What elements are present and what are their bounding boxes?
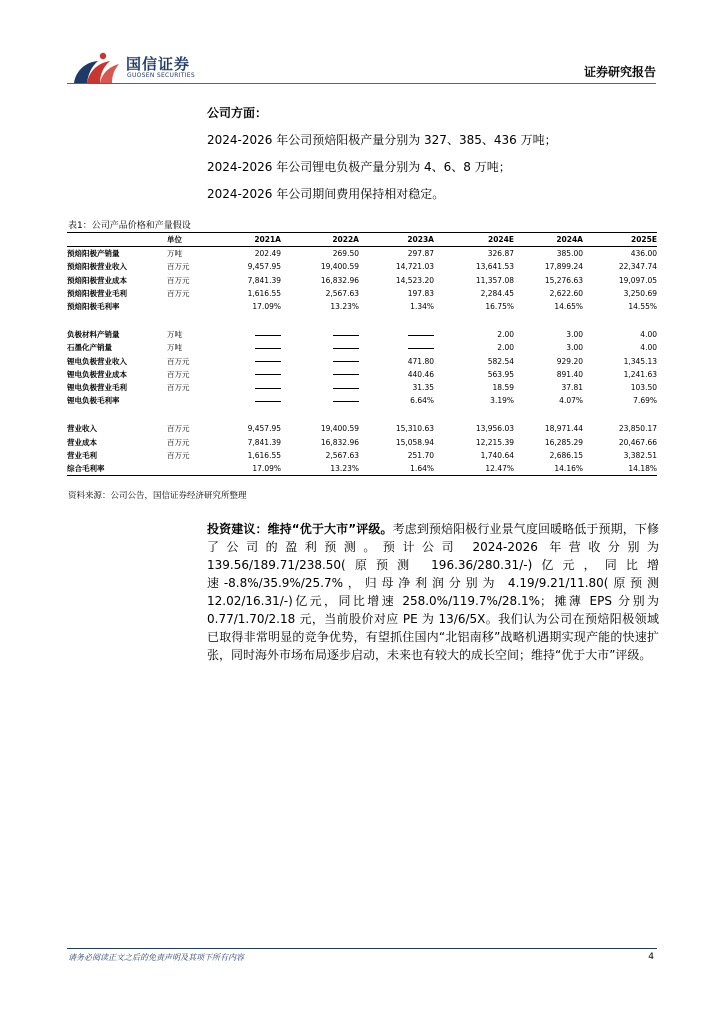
cell-text: 锂电负极毛利率 xyxy=(67,396,120,406)
unit-cell xyxy=(153,449,209,462)
cell-text: 929.20 xyxy=(556,356,583,366)
value-cell xyxy=(583,394,657,407)
value-cell xyxy=(359,247,434,261)
value-cell xyxy=(583,381,657,394)
value-cell xyxy=(281,260,359,273)
cell-text: 锂电负极营业收入 xyxy=(67,356,127,366)
table-row xyxy=(67,394,657,407)
value-cell xyxy=(434,328,514,341)
cell-text: 13.23% xyxy=(330,302,359,312)
value-cell xyxy=(583,274,657,287)
company-line-anode-battery-output: 2024-2026 年公司锂电负极产量分别为 4、6、8 万吨； xyxy=(207,160,511,174)
dash-placeholder xyxy=(408,335,434,336)
header-cell: 2021A xyxy=(254,235,281,244)
row-label xyxy=(67,368,153,381)
cell-text: 3,382.51 xyxy=(623,450,657,460)
cell-text: 石墨化产销量 xyxy=(67,343,112,353)
cell-text: 2,686.15 xyxy=(549,450,583,460)
value-cell xyxy=(281,422,359,435)
value-cell xyxy=(209,368,281,381)
cell-text: 6.64% xyxy=(410,396,434,406)
cell-text: 16,832.96 xyxy=(320,275,359,285)
row-label xyxy=(67,300,153,313)
value-cell xyxy=(281,341,359,354)
value-cell xyxy=(209,341,281,354)
table-row xyxy=(67,462,657,476)
value-cell xyxy=(359,368,434,381)
cell-text: 锂电负极营业毛利 xyxy=(67,383,127,393)
unit-cell xyxy=(153,422,209,435)
table-source-note: 资料来源：公司公告，国信证券经济研究所整理 xyxy=(68,491,247,501)
cell-text: 万吨 xyxy=(167,249,182,259)
cell-text: 1.34% xyxy=(410,302,434,312)
header-cell: 2025E xyxy=(631,235,657,244)
value-cell xyxy=(514,355,583,368)
header-cell xyxy=(67,233,153,247)
cell-text: 锂电负极营业成本 xyxy=(67,369,127,379)
value-cell xyxy=(281,300,359,313)
value-cell xyxy=(359,381,434,394)
value-cell xyxy=(434,341,514,354)
cell-text: 营业成本 xyxy=(67,437,97,447)
cell-text: 3.00 xyxy=(566,343,583,353)
cell-text: 百万元 xyxy=(167,288,190,298)
unit-cell xyxy=(153,287,209,300)
cell-text: 17.09% xyxy=(252,464,281,474)
value-cell xyxy=(209,422,281,435)
cell-text: 385.00 xyxy=(556,249,583,259)
row-label xyxy=(67,247,153,261)
row-label xyxy=(67,394,153,407)
value-cell xyxy=(359,328,434,341)
value-cell xyxy=(583,436,657,449)
dash-placeholder xyxy=(255,361,281,362)
cell-text: 31.35 xyxy=(412,383,434,393)
value-cell xyxy=(359,341,434,354)
table-row xyxy=(67,328,657,341)
cell-text: 百万元 xyxy=(167,437,190,447)
cell-text: 14,523.20 xyxy=(395,275,434,285)
cell-text: 预焙阳极产销量 xyxy=(67,249,120,259)
table-row xyxy=(67,422,657,435)
cell-text: 19,097.05 xyxy=(618,275,657,285)
cell-text: 14.18% xyxy=(628,464,657,474)
cell-text: 营业收入 xyxy=(67,424,97,434)
investment-advice-lead: 投资建议：维持“优于大市”评级。 xyxy=(207,522,393,536)
investment-advice xyxy=(207,520,659,664)
page-header xyxy=(0,0,724,84)
cell-text: 37.81 xyxy=(561,383,583,393)
row-label xyxy=(67,260,153,273)
row-label xyxy=(67,422,153,435)
dash-placeholder xyxy=(333,335,359,336)
value-cell xyxy=(434,449,514,462)
row-label xyxy=(67,355,153,368)
cell-text: 百万元 xyxy=(167,356,190,366)
value-cell xyxy=(514,247,583,261)
cell-text: 4.00 xyxy=(640,343,657,353)
cell-text: 17.09% xyxy=(252,302,281,312)
unit-cell xyxy=(153,462,209,476)
cell-text: 11,357.08 xyxy=(475,275,514,285)
cell-text: 563.95 xyxy=(487,369,514,379)
value-cell xyxy=(583,287,657,300)
page-number: 4 xyxy=(648,952,654,962)
cell-text: 582.54 xyxy=(487,356,514,366)
cell-text: 1.64% xyxy=(410,464,434,474)
header-divider xyxy=(67,83,656,84)
row-label xyxy=(67,462,153,476)
row-label xyxy=(67,449,153,462)
unit-cell xyxy=(153,274,209,287)
footer-divider xyxy=(67,948,657,949)
value-cell xyxy=(281,274,359,287)
value-cell xyxy=(514,300,583,313)
value-cell xyxy=(514,381,583,394)
value-cell xyxy=(281,287,359,300)
value-cell xyxy=(209,260,281,273)
value-cell xyxy=(359,287,434,300)
cell-text: 7.69% xyxy=(633,396,657,406)
table-header-row xyxy=(67,233,657,247)
unit-cell xyxy=(153,341,209,354)
company-line-anode-output: 2024-2026 年公司预焙阳极产量分别为 327、385、436 万吨； xyxy=(207,133,557,147)
value-cell xyxy=(514,436,583,449)
cell-text: 2,567.63 xyxy=(325,288,359,298)
guosen-logo xyxy=(72,52,222,84)
value-cell xyxy=(359,449,434,462)
value-cell xyxy=(514,341,583,354)
cell-text: 营业毛利 xyxy=(67,450,97,460)
value-cell xyxy=(514,449,583,462)
cell-text: 百万元 xyxy=(167,275,190,285)
value-cell xyxy=(434,368,514,381)
value-cell xyxy=(359,394,434,407)
header-cell: 2022A xyxy=(332,235,359,244)
value-cell xyxy=(583,462,657,476)
value-cell xyxy=(209,300,281,313)
value-cell xyxy=(359,462,434,476)
value-cell xyxy=(583,328,657,341)
cell-text: 百万元 xyxy=(167,262,190,272)
cell-text: 4.00 xyxy=(640,330,657,340)
row-label xyxy=(67,436,153,449)
value-cell xyxy=(281,247,359,261)
value-cell xyxy=(209,436,281,449)
cell-text: 22,347.74 xyxy=(618,262,657,272)
cell-text: 2.00 xyxy=(497,330,514,340)
dash-placeholder xyxy=(255,348,281,349)
cell-text: 3.00 xyxy=(566,330,583,340)
header-cell: 2023A xyxy=(407,235,434,244)
cell-text: 9,457.95 xyxy=(247,424,281,434)
cell-text: 12.47% xyxy=(485,464,514,474)
footer-disclaimer-link[interactable]: 请务必阅读正文之后的免责声明及其项下所有内容 xyxy=(68,953,244,962)
value-cell xyxy=(359,422,434,435)
value-cell xyxy=(514,328,583,341)
table-spacer-cell xyxy=(67,313,657,328)
table-row xyxy=(67,436,657,449)
cell-text: 23,850.17 xyxy=(618,424,657,434)
value-cell xyxy=(209,274,281,287)
cell-text: 891.40 xyxy=(556,369,583,379)
value-cell xyxy=(434,287,514,300)
value-cell xyxy=(434,355,514,368)
value-cell xyxy=(583,247,657,261)
value-cell xyxy=(209,355,281,368)
cell-text: 4.07% xyxy=(559,396,583,406)
cell-text: 269.50 xyxy=(332,249,359,259)
logo-mark-icon xyxy=(72,52,122,84)
cell-text: 7,841.39 xyxy=(247,437,281,447)
dash-placeholder xyxy=(333,388,359,389)
header-cell: 2024A xyxy=(556,235,583,244)
report-type-label: 证券研究报告 xyxy=(583,65,656,79)
cell-text: 百万元 xyxy=(167,383,190,393)
cell-text: 19,400.59 xyxy=(320,262,359,272)
cell-text: 14,721.03 xyxy=(395,262,434,272)
table-row xyxy=(67,355,657,368)
unit-cell xyxy=(153,247,209,261)
value-cell xyxy=(434,381,514,394)
value-cell xyxy=(583,341,657,354)
unit-cell xyxy=(153,260,209,273)
value-cell xyxy=(359,260,434,273)
value-cell xyxy=(209,287,281,300)
cell-text: 万吨 xyxy=(167,343,182,353)
dash-placeholder xyxy=(255,374,281,375)
table-row xyxy=(67,274,657,287)
cell-text: 2,284.45 xyxy=(480,288,514,298)
value-cell xyxy=(281,449,359,462)
cell-text: 7,841.39 xyxy=(247,275,281,285)
value-cell xyxy=(359,355,434,368)
value-cell xyxy=(281,381,359,394)
table-row xyxy=(67,260,657,273)
value-cell xyxy=(209,462,281,476)
value-cell xyxy=(514,462,583,476)
cell-text: 251.70 xyxy=(407,450,434,460)
unit-cell xyxy=(153,355,209,368)
table-row xyxy=(67,341,657,354)
unit-cell xyxy=(153,381,209,394)
value-cell xyxy=(281,355,359,368)
value-cell xyxy=(583,368,657,381)
value-cell xyxy=(209,328,281,341)
cell-text: 1,616.55 xyxy=(247,288,281,298)
cell-text: 436.00 xyxy=(630,249,657,259)
value-cell xyxy=(434,274,514,287)
cell-text: 2.00 xyxy=(497,343,514,353)
investment-advice-body: 考虑到预焙阳极行业景气度回暖略低于预期，下修了公司的盈利预测。预计公司 2024-2026 年营收分别为 139.56/189.71/238.50(原预测 196.36/280.31/-)亿元，同比增速-8.8%/35.9%/25.7%，归母净利润分别为 4.19/9.21/11.80(原预测 12.02/16.31/-)亿元，同比增速 258.0%/119.7%/28.1%；摊薄 EPS 分别为 0.77/1.70/2.18 元，当前股价对应 PE 为 13/6/5X。我们认为公司在预焙阳极领域已取得非常明显的竞争优势，有望抓住国内“北铝南移”战略机遇期实现产能的快速扩张，同时海外市场布局逐步启动，未来也有较大的成长空间；维持“优于大市”评级。 xyxy=(207,522,659,662)
value-cell xyxy=(281,462,359,476)
cell-text: 16,832.96 xyxy=(320,437,359,447)
cell-text: 14.55% xyxy=(628,302,657,312)
row-label xyxy=(67,287,153,300)
unit-cell xyxy=(153,368,209,381)
company-heading: 公司方面： xyxy=(207,106,268,120)
cell-text: 2,622.60 xyxy=(549,288,583,298)
unit-cell xyxy=(153,328,209,341)
cell-text: 17,899.24 xyxy=(544,262,583,272)
cell-text: 3,250.69 xyxy=(623,288,657,298)
table-title: 表1：公司产品价格和产量假设 xyxy=(68,221,191,231)
row-label xyxy=(67,274,153,287)
cell-text: 2,567.63 xyxy=(325,450,359,460)
table-row xyxy=(67,300,657,313)
value-cell xyxy=(583,260,657,273)
value-cell xyxy=(281,328,359,341)
cell-text: 万吨 xyxy=(167,330,182,340)
value-cell xyxy=(514,422,583,435)
value-cell xyxy=(359,300,434,313)
company-line-expenses: 2024-2026 年公司期间费用保持相对稳定。 xyxy=(207,187,445,201)
row-label xyxy=(67,381,153,394)
cell-text: 9,457.95 xyxy=(247,262,281,272)
dash-placeholder xyxy=(255,388,281,389)
cell-text: 103.50 xyxy=(630,383,657,393)
value-cell xyxy=(434,436,514,449)
value-cell xyxy=(514,274,583,287)
value-cell xyxy=(434,247,514,261)
cell-text: 1,345.13 xyxy=(623,356,657,366)
cell-text: 19,400.59 xyxy=(320,424,359,434)
unit-cell xyxy=(153,394,209,407)
cell-text: 百万元 xyxy=(167,369,190,379)
value-cell xyxy=(209,381,281,394)
cell-text: 471.80 xyxy=(407,356,434,366)
dash-placeholder xyxy=(408,348,434,349)
cell-text: 预焙阳极营业成本 xyxy=(67,275,127,285)
value-cell xyxy=(583,422,657,435)
cell-text: 18.59 xyxy=(492,383,514,393)
cell-text: 440.46 xyxy=(407,369,434,379)
value-cell xyxy=(583,300,657,313)
cell-text: 3.19% xyxy=(490,396,514,406)
header-cell: 2024E xyxy=(488,235,514,244)
product-assumption-table xyxy=(67,232,657,476)
cell-text: 综合毛利率 xyxy=(67,464,105,474)
table-spacer-cell xyxy=(67,407,657,422)
cell-text: 13.23% xyxy=(330,464,359,474)
value-cell xyxy=(514,368,583,381)
cell-text: 15,310.63 xyxy=(395,424,434,434)
table-row xyxy=(67,449,657,462)
cell-text: 1,616.55 xyxy=(247,450,281,460)
dash-placeholder xyxy=(333,361,359,362)
table-row xyxy=(67,247,657,261)
value-cell xyxy=(434,260,514,273)
dash-placeholder xyxy=(255,401,281,402)
cell-text: 18,971.44 xyxy=(544,424,583,434)
cell-text: 13,956.03 xyxy=(475,424,514,434)
table-row xyxy=(67,381,657,394)
logo-text-cn: 国信证券 xyxy=(126,55,191,73)
table-spacer-row xyxy=(67,407,657,422)
cell-text: 预焙阳极营业毛利 xyxy=(67,288,127,298)
dash-placeholder xyxy=(333,348,359,349)
cell-text: 百万元 xyxy=(167,450,190,460)
row-label xyxy=(67,341,153,354)
value-cell xyxy=(434,462,514,476)
table-row xyxy=(67,287,657,300)
cell-text: 百万元 xyxy=(167,424,190,434)
cell-text: 20,467.66 xyxy=(618,437,657,447)
logo-text-en: GUOSEN SECURITIES xyxy=(127,72,196,79)
row-label xyxy=(67,328,153,341)
value-cell xyxy=(209,247,281,261)
cell-text: 14.16% xyxy=(554,464,583,474)
value-cell xyxy=(514,260,583,273)
unit-cell xyxy=(153,436,209,449)
value-cell xyxy=(281,436,359,449)
cell-text: 297.87 xyxy=(407,249,434,259)
value-cell xyxy=(359,436,434,449)
value-cell xyxy=(514,394,583,407)
dash-placeholder xyxy=(333,401,359,402)
value-cell xyxy=(281,368,359,381)
cell-text: 15,058.94 xyxy=(395,437,434,447)
cell-text: 预焙阳极营业收入 xyxy=(67,262,127,272)
cell-text: 14.65% xyxy=(554,302,583,312)
cell-text: 326.87 xyxy=(487,249,514,259)
value-cell xyxy=(434,422,514,435)
cell-text: 预焙阳极毛利率 xyxy=(67,302,120,312)
table-row xyxy=(67,368,657,381)
value-cell xyxy=(209,449,281,462)
cell-text: 16,285.29 xyxy=(544,437,583,447)
value-cell xyxy=(583,449,657,462)
value-cell xyxy=(434,394,514,407)
cell-text: 197.83 xyxy=(407,288,434,298)
cell-text: 13,641.53 xyxy=(475,262,514,272)
dash-placeholder xyxy=(333,374,359,375)
unit-cell xyxy=(153,300,209,313)
cell-text: 负极材料产销量 xyxy=(67,330,120,340)
dash-placeholder xyxy=(255,335,281,336)
cell-text: 15,276.63 xyxy=(544,275,583,285)
value-cell xyxy=(514,287,583,300)
cell-text: 1,241.63 xyxy=(623,369,657,379)
value-cell xyxy=(281,394,359,407)
cell-text: 12,215.39 xyxy=(475,437,514,447)
value-cell xyxy=(209,394,281,407)
header-cell: 单位 xyxy=(167,235,182,244)
cell-text: 1,740.64 xyxy=(480,450,514,460)
cell-text: 202.49 xyxy=(254,249,281,259)
value-cell xyxy=(359,274,434,287)
value-cell xyxy=(583,355,657,368)
table-spacer-row xyxy=(67,313,657,328)
cell-text: 16.75% xyxy=(485,302,514,312)
value-cell xyxy=(434,300,514,313)
